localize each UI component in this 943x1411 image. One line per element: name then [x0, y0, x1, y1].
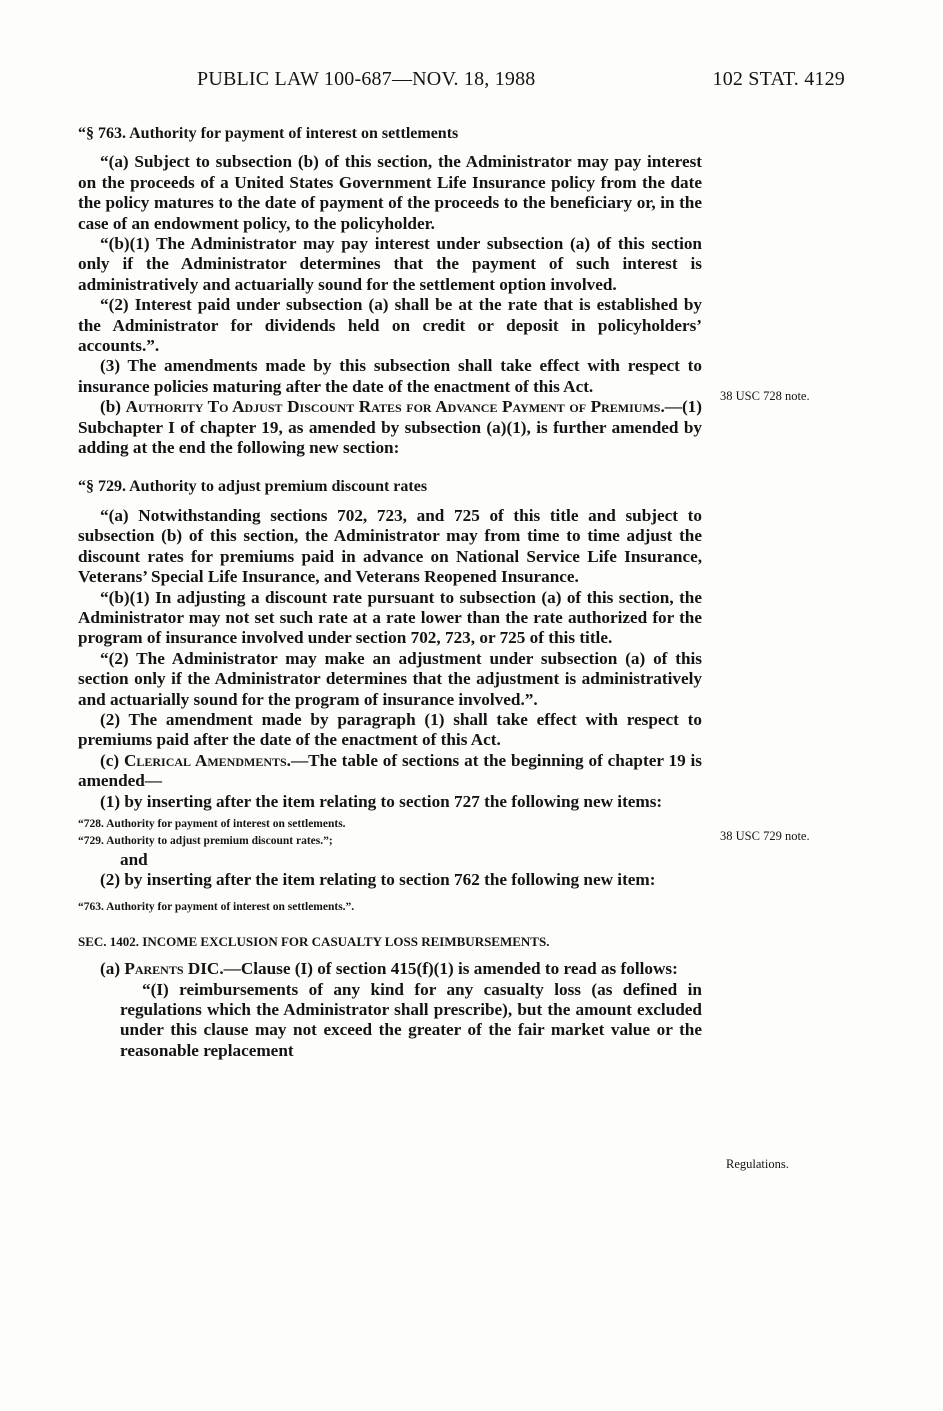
paragraph-729-b2: “(2) The Administrator may make an adjustment under subsection (a) of this section only if the Administrator determines that the adjustment is administratively and actuarially sound for the program of insurance involved.”. [78, 648, 702, 709]
paragraph-729-a: “(a) Notwithstanding sections 702, 723, and 725 of this title and subject to subsection (b) of this section, the Administrator may from time to time adjust the discount rates for premiums paid in advance on National Service Life Insurance, Veterans’ Special Life Insurance, and Veterans Reopened Insurance. [78, 505, 702, 587]
paragraph-effective-date-b2: (2) The amendment made by paragraph (1) shall take effect with respect to premiums paid after the date of the enactment of this Act. [78, 709, 702, 750]
subsection-1402-a-text: DIC.—Clause (I) of section 415(f)(1) is amended to read as follows: [183, 959, 678, 979]
paragraph-1402-a [78, 959, 702, 979]
table-entry-728: “728. Authority for payment of interest on settlements. [78, 818, 346, 830]
subsection-c-lead: (c) [100, 750, 124, 770]
subsection-1402-a-heading: Parents [124, 959, 184, 979]
margin-note-728: 38 USC 728 note. [720, 389, 810, 403]
header-public-law: PUBLIC LAW 100-687—NOV. 18, 1988 [197, 68, 536, 90]
paragraph-subsection-b [78, 397, 702, 458]
section-763-heading: “§ 763. Authority for payment of interest on settlements [78, 125, 459, 142]
table-entry-763: “763. Authority for payment of interest on settlements.”. [78, 900, 355, 913]
paragraph-763-b1: “(b)(1) The Administrator may pay interest under subsection (a) of this section only if the Administrator determines that the payment of such interest is administratively and actuarially sound for the settlement option involved. [78, 234, 702, 294]
margin-note-regulations: Regulations. [726, 1157, 789, 1171]
subsection-b-heading: Authority To Adjust Discount Rates for Advance Payment of Premiums. [125, 397, 665, 417]
list-item-2: (2) by inserting after the item relating to section 762 the following new item: [100, 870, 656, 890]
subsection-b-lead: (b) [100, 397, 126, 417]
subsection-b-text: —(1) Subchapter I of chapter 19, as amended by subsection (a)(1), is further amended by adding at the end the following new section: [78, 397, 702, 458]
paragraph-763-b2: “(2) Interest paid under subsection (a) shall be at the rate that is established by the Administrator for dividends held on credit or deposit in policyholders’ accounts.”. [78, 295, 702, 356]
paragraph-763-a: “(a) Subject to subsection (b) of this section, the Administrator may pay interest on the proceeds of a United States Government Life Insurance policy from the date the policy matures to the date of payment of the proceeds to the beneficiary or, in the case of an endowment policy, to the policyholder. [78, 152, 702, 233]
paragraph-effective-date-a3: (3) The amendments made by this subsection shall take effect with respect to insurance policies maturing after the date of the enactment of this Act. [78, 356, 702, 396]
section-1402-heading: SEC. 1402. INCOME EXCLUSION FOR CASUALTY LOSS REIMBURSEMENTS. [78, 933, 550, 949]
section-729-heading: “§ 729. Authority to adjust premium discount rates [78, 477, 428, 495]
subsection-c-text: —The table of sections at the beginning of chapter 19 is amended— [78, 750, 702, 791]
running-header [0, 68, 943, 98]
header-stat-page: 102 STAT. 4129 [712, 68, 845, 90]
list-item-1: (1) by inserting after the item relating to section 727 the following new items: [100, 791, 663, 811]
table-entry-729: “729. Authority to adjust premium discount rates.”; [78, 835, 333, 847]
margin-note-729: 38 USC 729 note. [720, 829, 810, 843]
paragraph-729-b1: “(b)(1) In adjusting a discount rate pursuant to subsection (a) of this section, the Administrator may not set such rate at a rate lower than the rate authorized for the program of insurance involved under section 702, 723, or 725 of this title. [78, 587, 702, 648]
clause-I-text: “(I) reimbursements of any kind for any casualty loss (as defined in regulations which the Administrator shall prescribe), but the amount excluded under this clause may not exceed the greater of the fair market value or the reasonable replacement [120, 979, 702, 1060]
conjunction-and: and [120, 850, 148, 869]
subsection-c-heading: Clerical Amendments. [123, 750, 291, 770]
document-body [78, 118, 702, 1061]
paragraph-subsection-c [78, 751, 702, 792]
subsection-1402-a-lead: (a) [100, 959, 125, 979]
